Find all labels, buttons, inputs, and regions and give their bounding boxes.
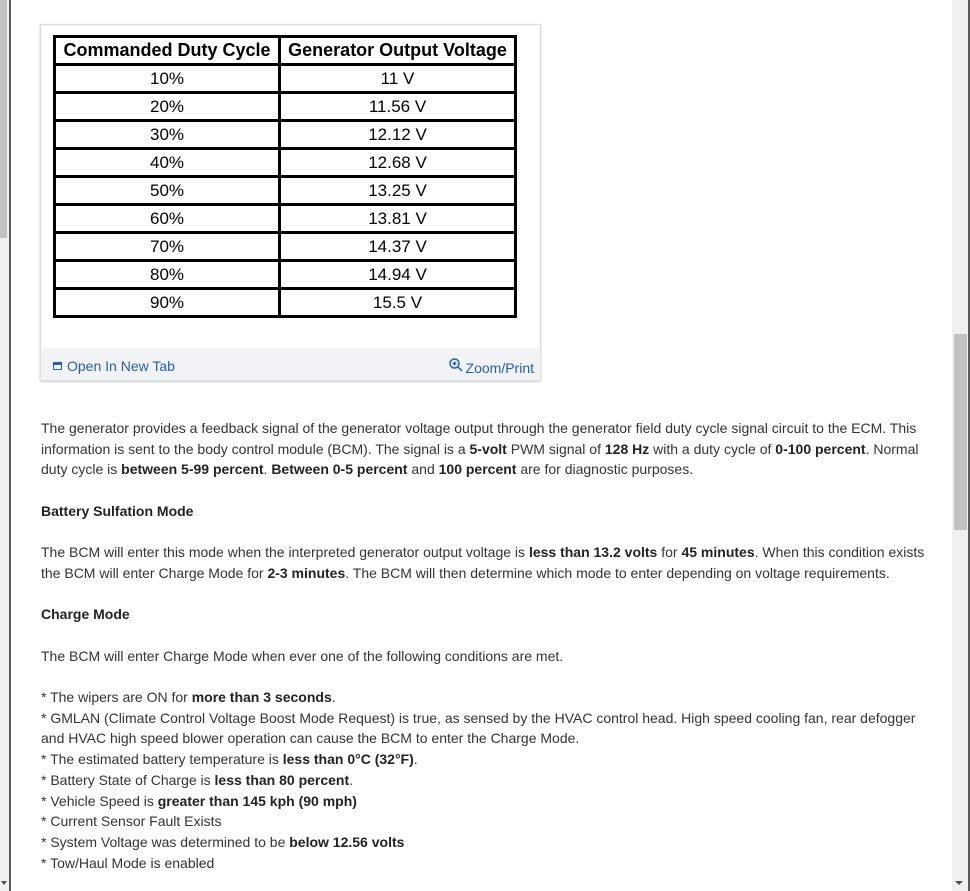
bold-text: 45 minutes: [681, 544, 755, 561]
bold-text: Between 0-5 percent: [271, 461, 408, 478]
text: .: [413, 751, 418, 768]
figure-image: [42, 26, 539, 348]
scroll-down-arrow-icon[interactable]: [955, 881, 963, 885]
heading-text: Battery Sulfation Mode: [41, 502, 194, 519]
bold-text: greater than 145 kph (90 mph): [157, 792, 357, 809]
text: with a duty cycle of: [649, 440, 776, 457]
bold-text: less than 0°C (32°F): [282, 751, 414, 768]
bold-text: less than 80 percent: [214, 771, 350, 788]
list-item: [41, 749, 936, 770]
bold-text: 100 percent: [438, 461, 517, 478]
duty-cycle-cell: 20%: [55, 93, 280, 121]
text: The generator provides a feedback signal of the generator voltage output through the generator field duty cycle signal circuit to the ECM. This information is sent to the body control module (BCM). The signal is a: [41, 420, 917, 457]
text: . The BCM will then determine which mode to enter depending on voltage requirements.: [345, 564, 890, 581]
voltage-cell: 12.12 V: [280, 121, 516, 149]
paragraph-sulfation: [41, 542, 936, 583]
text: and: [407, 461, 439, 478]
paragraph-charge-intro: The BCM will enter Charge Mode when ever one of the following conditions are met.: [41, 647, 564, 664]
zoom-print-label: Zoom/Print: [465, 360, 534, 376]
conditions-list: [41, 687, 936, 873]
bold-text: 0-100 percent: [775, 440, 866, 457]
list-item: [41, 770, 936, 791]
pane-divider: [9, 0, 11, 891]
voltage-cell: 14.37 V: [280, 233, 516, 261]
table-figure: [40, 24, 541, 381]
list-item: [41, 832, 936, 853]
text: The BCM will enter this mode when the interpreted generator output voltage is: [41, 544, 529, 561]
new-tab-icon: [53, 362, 62, 370]
text: * Vehicle Speed is: [41, 792, 158, 809]
list-item: [41, 708, 936, 749]
bold-text: 5-volt: [469, 440, 507, 457]
bold-text: below 12.56 volts: [289, 833, 405, 850]
voltage-cell: 11 V: [280, 65, 516, 93]
text: * The estimated battery temperature is: [41, 751, 283, 768]
voltage-cell: 15.5 V: [280, 289, 516, 317]
duty-cycle-cell: 60%: [55, 205, 280, 233]
zoom-print-link[interactable]: [448, 354, 534, 376]
table-row: [55, 93, 516, 121]
duty-cycle-table: [53, 35, 517, 318]
duty-cycle-cell: 70%: [55, 233, 280, 261]
heading-text: Charge Mode: [41, 606, 130, 623]
heading-battery-sulfation-mode: [41, 501, 936, 522]
figure-toolbar: [41, 349, 540, 380]
table-row: [55, 261, 516, 289]
table-row: [55, 121, 516, 149]
text: * Tow/Haul Mode is enabled: [41, 854, 215, 871]
right-scrollbar-thumb[interactable]: [954, 334, 967, 530]
header-output-voltage: Generator Output Voltage: [280, 37, 516, 65]
paragraph-feedback-signal: [41, 418, 936, 480]
bold-text: 2-3 minutes: [267, 564, 346, 581]
table-row: [55, 205, 516, 233]
voltage-cell: 13.25 V: [280, 177, 516, 205]
text: . When this condition exists the BCM will enter Charge Mode for: [41, 544, 925, 581]
duty-cycle-cell: 40%: [55, 149, 280, 177]
table-row: [55, 289, 516, 317]
open-in-new-tab-label: Open In New Tab: [67, 358, 175, 374]
bold-text: between 5-99 percent: [121, 461, 264, 478]
list-item: [41, 687, 936, 708]
text: * Battery State of Charge is: [41, 771, 215, 788]
duty-cycle-cell: 10%: [55, 65, 280, 93]
text: .: [263, 461, 272, 478]
text: .: [349, 771, 354, 788]
duty-cycle-cell: 80%: [55, 261, 280, 289]
duty-cycle-cell: 50%: [55, 177, 280, 205]
table-header-row: [55, 37, 516, 65]
list-item: [41, 791, 936, 812]
bold-text: more than 3 seconds: [191, 689, 332, 706]
text: are for diagnostic purposes.: [516, 461, 694, 478]
text: for: [657, 544, 682, 561]
voltage-cell: 12.68 V: [280, 149, 516, 177]
text: * GMLAN (Climate Control Voltage Boost Mode Request) is true, as sensed by the HVAC control head. High speed cooling fan, rear defogger and HVAC high speed blower operation can cause the BCM to enter the Charge Mode.: [41, 709, 916, 747]
voltage-cell: 11.56 V: [280, 93, 516, 121]
duty-cycle-cell: 30%: [55, 121, 280, 149]
voltage-cell: 14.94 V: [280, 261, 516, 289]
zoom-in-icon: [448, 357, 464, 373]
table-row: [55, 65, 516, 93]
table-row: [55, 149, 516, 177]
list-item: [41, 811, 936, 832]
text: * The wipers are ON for: [41, 689, 192, 706]
left-scroll-down-arrow-icon[interactable]: [1, 881, 7, 885]
voltage-cell: 13.81 V: [280, 205, 516, 233]
bold-text: less than 13.2 volts: [528, 544, 658, 561]
text: PWM signal of: [506, 440, 605, 457]
header-duty-cycle: Commanded Duty Cycle: [55, 37, 280, 65]
list-item: [41, 853, 936, 874]
table-row: [55, 233, 516, 261]
open-in-new-tab-link[interactable]: [53, 358, 175, 374]
text: * Current Sensor Fault Exists: [41, 813, 222, 830]
duty-cycle-cell: 90%: [55, 289, 280, 317]
left-scrollbar-thumb[interactable]: [0, 0, 7, 238]
table-row: [55, 177, 516, 205]
text: * System Voltage was determined to be: [41, 833, 290, 850]
bold-text: 128 Hz: [604, 440, 650, 457]
article-content: [41, 418, 936, 873]
left-scrollbar[interactable]: [0, 0, 9, 891]
text: . Normal duty cycle is: [41, 440, 919, 478]
text: .: [331, 689, 336, 706]
heading-charge-mode: [41, 604, 936, 625]
